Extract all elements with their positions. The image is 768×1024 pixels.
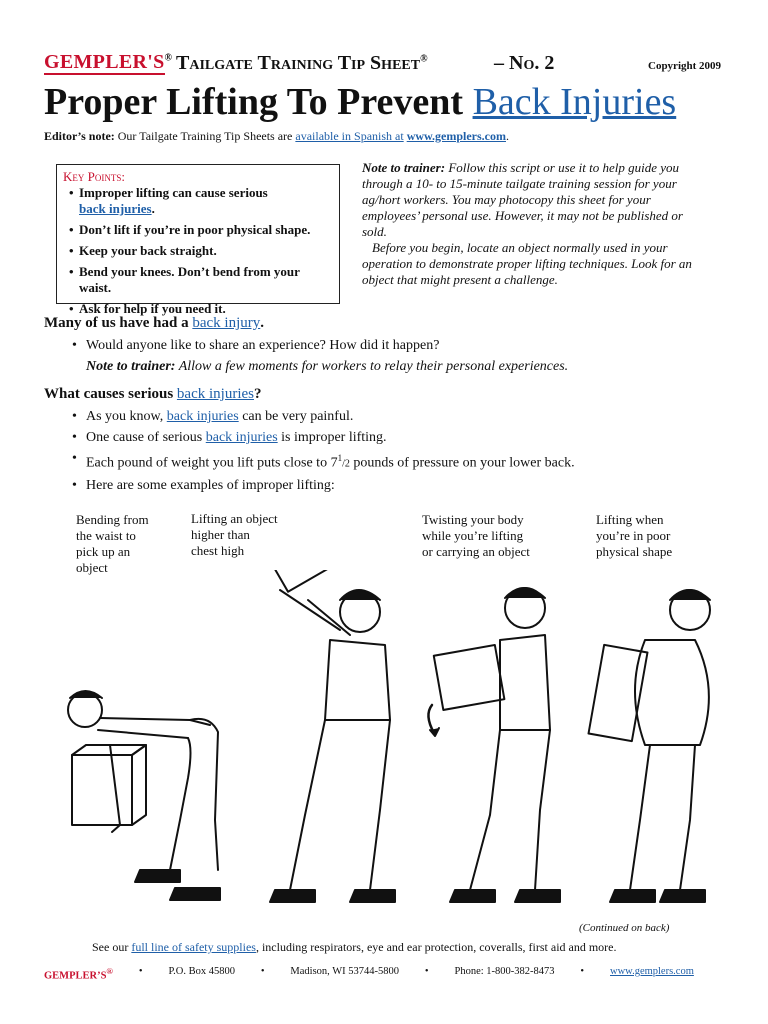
section-heading [44,386,575,403]
footer-separator: • [260,966,265,977]
gemplers-logo [44,51,172,74]
series-title [176,52,428,75]
bullet-text: As you know, [86,409,164,424]
issue-text: No. 2 [509,52,555,74]
footer-po-box: P.O. Box 45800 [168,966,235,977]
footer-bar [44,966,694,982]
section-bullets [68,406,575,496]
bullet-end: is improper lifting. [281,430,387,445]
back-injuries-link[interactable]: back injuries [205,430,278,445]
issue-dash: – [494,52,504,74]
footer-note-end: , including respirators, eye and ear protection, coveralls, first aid and more. [255,940,617,954]
key-point-text: Improper lifting can cause serious [79,185,268,200]
bullet-item: • Would anyone like to share an experience? How did it happen? [68,335,568,356]
footer-brand-text: GEMPLER’S [44,970,107,982]
series-title-text: Tailgate Training Tip Sheet [176,52,421,74]
key-points-title: Key Points: [63,169,125,184]
caption-line: Lifting an object [191,511,278,526]
bullet-text: Each pound of weight you lift puts close to 7 [86,455,338,471]
editor-note-end: . [506,129,509,143]
caption-line: you’re in poor [596,528,671,543]
back-injuries-link[interactable]: back injuries [79,201,152,216]
trainer-inline-label: Note to trainer: [86,359,176,374]
footer-phone: Phone: 1-800-382-8473 [454,966,555,977]
section-heading-text: What causes serious [44,386,174,402]
caption-line: while you’re lifting [422,528,524,543]
twisting-figure [428,588,560,902]
section-bullets [68,335,568,377]
footer-site-link[interactable]: www.gemplers.com [610,966,694,977]
trainer-note-label: Note to trainer: [362,160,446,175]
improper-lifting-illustrations [40,570,720,920]
trainer-note-p2: Before you begin, locate an object normally used in your operation to demonstrate proper lifting techniques. Look for an object that might present a challenge. [362,240,692,287]
logo-text: GEMPLER'S [44,51,165,73]
back-injuries-link[interactable]: back injuries [176,386,254,402]
section-back-injury [44,315,568,377]
bullet-text: One cause of serious [86,430,203,445]
back-injury-link[interactable]: back injury [192,315,261,331]
series-registered-mark: ® [420,53,428,65]
section-heading-end: ? [253,386,262,402]
bending-figure [68,691,220,900]
trainer-inline-note [68,356,568,377]
footer-brand [44,966,113,982]
fraction-numerator: 1 [337,453,343,463]
caption-line: chest high [191,543,245,558]
caption-line: physical shape [596,544,673,559]
issue-number [494,52,554,75]
trainer-note [362,160,692,288]
editor-note-label: Editor’s note: [44,129,115,143]
key-point-item: • Keep your back straight. [69,243,335,259]
footer-separator: • [424,966,429,977]
bullet-item [68,427,575,448]
caption-line: higher than [191,527,250,542]
caption-line: Twisting your body [422,512,524,527]
bullet-item: • Here are some examples of improper lifting: [68,475,575,496]
page-title-text: Proper Lifting To Prevent [44,81,464,123]
bullet-item [68,448,575,475]
footer-separator: • [580,966,585,977]
key-point-item: • Don’t lift if you’re in poor physical shape. [69,222,335,238]
caption-bending: Bending from the waist to pick up an object [76,512,149,575]
caption-lifting-high [191,511,278,559]
key-point-item: • Bend your knees. Don’t bend from your waist. [69,264,335,296]
footer-brand-mark: ® [106,966,113,976]
bullet-item [68,406,575,427]
caption-line: or carrying an object [422,544,530,559]
key-points-box [56,164,340,316]
caption-poor-shape [596,512,672,560]
fraction-denominator: /2 [342,458,350,470]
caption-line: Lifting when [596,512,664,527]
section-heading-text: Many of us have had a [44,315,189,331]
section-heading [44,315,568,332]
footer-city: Madison, WI 53744-5800 [290,966,400,977]
key-point-end: . [151,201,155,216]
logo-registered-mark: ® [164,52,173,64]
bullet-end: pounds of pressure on your lower back. [353,455,575,471]
trainer-inline-text: Allow a few moments for workers to relay their personal experiences. [178,359,569,374]
gemplers-site-link[interactable]: www.gemplers.com [406,129,506,143]
section-causes [44,386,575,496]
spanish-link[interactable]: available in Spanish at [295,129,404,143]
editor-note-text: Our Tailgate Training Tip Sheets are [117,129,293,143]
page-title [44,80,676,124]
trainer-note-p1 [362,160,692,240]
lifting-high-figure [264,570,395,902]
key-point-item [69,185,335,217]
footer-separator: • [138,966,143,977]
poor-shape-figure [589,590,710,902]
caption-twisting [422,512,530,560]
back-injuries-link[interactable]: back injuries [166,409,239,424]
continued-on-back: (Continued on back) [579,922,670,934]
key-points-list [69,185,335,322]
safety-supplies-link[interactable]: full line of safety supplies [131,940,256,954]
bullet-end: can be very painful. [242,409,354,424]
section-heading-end: . [260,315,265,331]
back-injuries-title-link[interactable]: Back Injuries [472,81,677,123]
editor-note [44,129,509,144]
copyright: Copyright 2009 [648,60,722,72]
footer-note-text: See our [92,940,129,954]
trainer-note-p1-text: Follow this script or use it to help guide you through a 10- to 15-minute tailgate training session for your ag/hort workers. You may photocopy this sheet for your employees’ personal use. However, it may not be published or sold. [362,160,683,239]
footer-note [92,940,617,955]
key-point-item: • Ask for help if you need it. [69,301,335,317]
